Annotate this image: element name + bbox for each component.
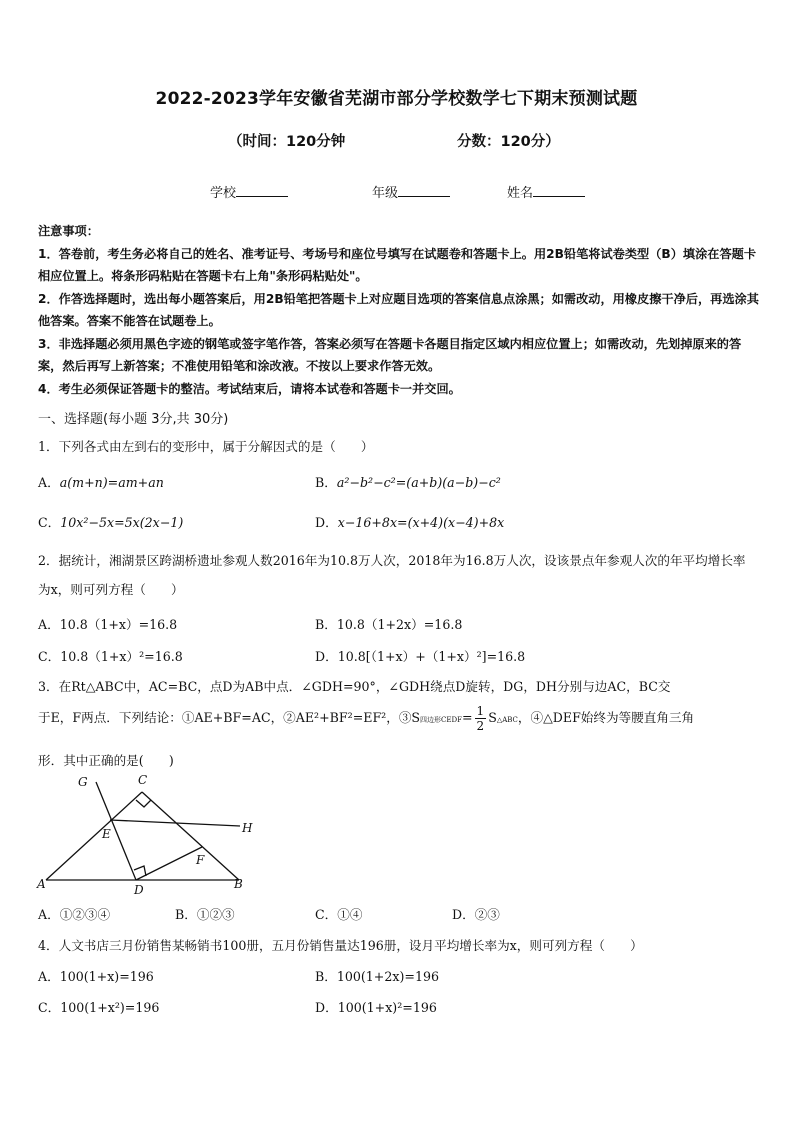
label-f: F xyxy=(196,853,205,867)
section-heading: 一、选择题(每小题 3分,共 30分) xyxy=(38,412,229,427)
q3-option-c: C．①④ xyxy=(315,907,363,922)
q4-option-a: A．100(1+x)=196 xyxy=(38,969,154,984)
q3-option-b: B．①②③ xyxy=(175,907,235,922)
q1-option-c-expr: 10x²−5x=5x(2x−1) xyxy=(60,515,184,530)
notice-item-2: 2．作答选择题时，选出每小题答案后，用2B铅笔把答题卡上对应题目选项的答案信息点涂黑；如需改动，用橡皮擦干净后，再选涂其他答案。答案不能答在试题卷上。 xyxy=(38,291,759,328)
q2-option-a: A．10.8（1+x）=16.8 xyxy=(38,617,178,632)
right-angle-c xyxy=(136,800,151,807)
notice-block xyxy=(38,220,760,400)
grade-field xyxy=(372,182,450,201)
q2-option-b: B．10.8（1+2x）=16.8 xyxy=(315,617,463,632)
label-a: A xyxy=(37,877,46,891)
q2-option-c: C．10.8（1+x）²=16.8 xyxy=(38,649,183,664)
q3-option-a: A．①②③④ xyxy=(38,907,111,922)
segment-bc xyxy=(142,792,239,880)
q1-option-d-expr: x−16+8x=(x+4)(x−4)+8x xyxy=(337,515,505,530)
school-field xyxy=(210,182,288,201)
label-e: E xyxy=(102,827,111,841)
q2-option-d: D．10.8[（1+x）+（1+x）²]=16.8 xyxy=(315,649,526,664)
q3-line-2: 于E，F两点．下列结论：①AE+BF=AC，②AE²+BF²=EF²，③S四边形CEDF= $\frac{1}{2}$ S△ABC，④△DEF始终为等腰直角三角 xyxy=(38,704,695,733)
notice-item-1: 1．答卷前，考生务必将自己的姓名、准考证号、考场号和座位号填写在试题卷和答题卡上。用2B铅笔将试卷类型（B）填涂在答题卡相应位置上。将条形码粘贴在答题卡右上角"条形码粘贴处"。 xyxy=(38,246,757,283)
q2-stem: 2．据统计，湘湖景区跨湖桥遗址参观人数2016年为10.8万人次，2018年为16.8万人次，设该景点年参观人次的年平均增长率为x，则可列方程（ ） xyxy=(38,553,746,597)
exam-time: （时间：120分钟 xyxy=(228,134,346,150)
q3-option-d: D．②③ xyxy=(452,907,500,922)
label-c: C xyxy=(138,773,148,787)
q1-option-a-expr: a(m+n)=am+an xyxy=(59,475,164,490)
q3-line-1: 3．在Rt△ABC中，AC=BC，点D为AB中点．∠GDH=90°，∠GDH绕点D旋转，DG，DH分别与边AC，BC交 xyxy=(38,679,671,694)
q4-stem: 4．人文书店三月份销售某畅销书100册，五月份销售量达196册，设月平均增长率为x，则可列方程（ ） xyxy=(38,938,643,953)
q3-sub-quad: 四边形CEDF xyxy=(420,716,462,724)
q3-sub-tri: △ABC xyxy=(496,716,518,724)
name-field xyxy=(507,182,585,201)
q1-option-b-expr: a²−b²−c²=(a+b)(a−b)−c² xyxy=(336,475,501,490)
notice-heading: 注意事项： xyxy=(38,224,99,238)
q1-option-d: D．x−16+8x=(x+4)(x−4)+8x xyxy=(315,515,505,530)
name-blank xyxy=(533,183,585,197)
school-blank xyxy=(236,183,288,197)
exam-score: 分数：120分） xyxy=(457,134,560,150)
q1-option-c: C．10x²−5x=5x(2x−1) xyxy=(38,515,184,530)
line-eh xyxy=(110,820,240,826)
grade-label: 年级 xyxy=(372,186,399,201)
notice-item-3: 3．非选择题必须用黑色字迹的钢笔或签字笔作答，答案必须写在答题卡各题目指定区域内相应位置上；如需改动，先划掉原来的答案，然后再写上新答案；不准使用铅笔和涂改液。不按以上要求作答无效。 xyxy=(38,336,742,373)
segment-ac xyxy=(46,792,142,880)
label-g: G xyxy=(78,775,88,789)
page-title: 2022-2023学年安徽省芜湖市部分学校数学七下期末预测试题 xyxy=(155,89,638,109)
q3-line-3: 形．其中正确的是( ) xyxy=(38,753,174,768)
q4-option-b: B．100(1+2x)=196 xyxy=(315,969,439,984)
q1-stem: 1．下列各式由左到右的变形中，属于分解因式的是（ ） xyxy=(38,439,374,454)
grade-blank xyxy=(398,183,450,197)
q4-option-c: C．100(1+x²)=196 xyxy=(38,1000,160,1015)
q1-option-a: A．a(m+n)=am+an xyxy=(38,475,164,490)
school-label: 学校 xyxy=(210,186,237,201)
name-label: 姓名 xyxy=(507,186,534,201)
notice-item-4: 4．考生必须保证答题卡的整洁。考试结束后，请将本试卷和答题卡一并交回。 xyxy=(38,381,461,396)
q1-option-b: B．a²−b²−c²=(a+b)(a−b)−c² xyxy=(315,475,501,490)
q3-fraction: $\frac{1}{2}$ xyxy=(476,704,485,733)
right-angle-d xyxy=(134,866,146,876)
label-b: B xyxy=(234,877,243,891)
label-h: H xyxy=(242,821,253,835)
label-d: D xyxy=(134,883,144,897)
q4-option-d: D．100(1+x)²=196 xyxy=(315,1000,437,1015)
q3-geometry-figure xyxy=(34,770,264,898)
